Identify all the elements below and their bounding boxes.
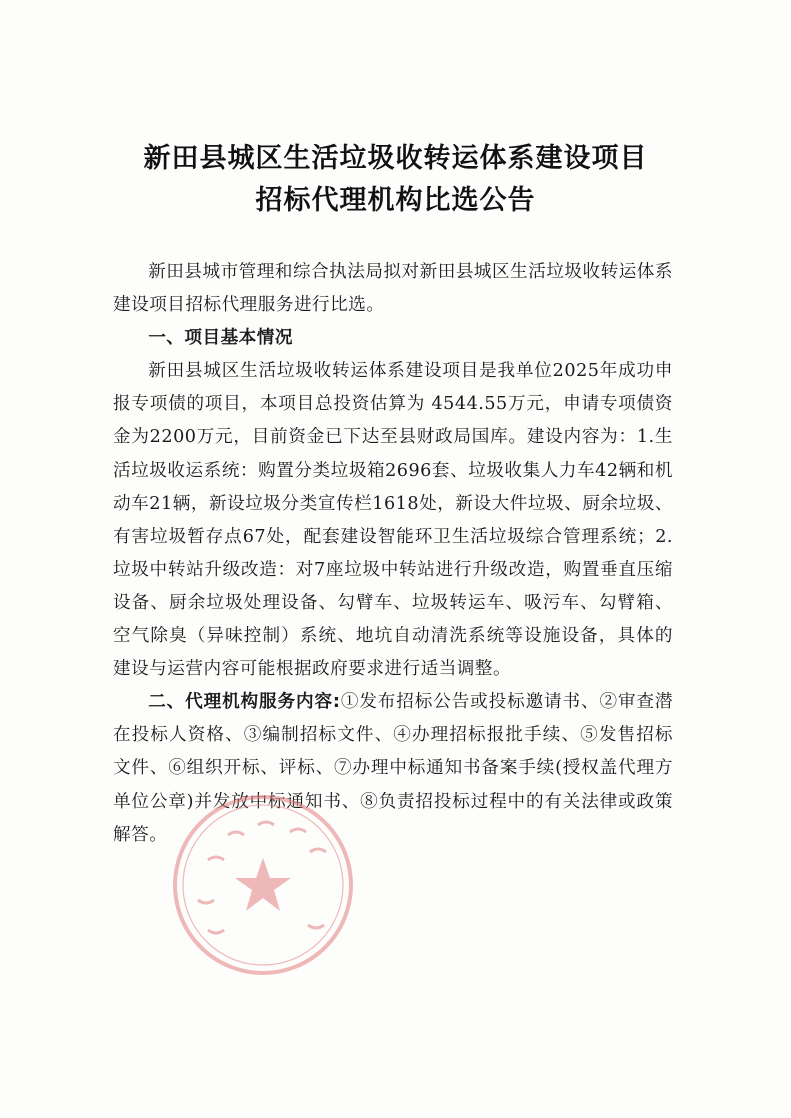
section2-paragraph bbox=[113, 686, 673, 851]
section2-heading: 二、代理机构服务内容: bbox=[148, 692, 341, 713]
intro-paragraph: 新田县城市管理和综合执法局拟对新田县城区生活垃圾收转运体系建设项目招标代理服务进行比选。 bbox=[113, 262, 673, 316]
document-title-line1: 新田县城区生活垃圾收转运体系建设项目 bbox=[143, 143, 648, 174]
section2-body: ①发布招标公告或投标邀请书、②审查潜在投标人资格、③编制招标文件、④办理招标报批手续、⑤发售招标文件、⑥组织开标、评标、⑦办理中标通知书备案手续(授权盖代理方单位公章)并发放中标通知书、⑧负责招投标过程中的有关法律或政策解答。 bbox=[113, 692, 673, 845]
section1-paragraph: 新田县城区生活垃圾收转运体系建设项目是我单位2025年成功申报专项债的项目，本项目总投资估算为 4544.55万元，申请专项债资金为2200万元，目前资金已下达至县财政局国库。建设内容为：1.生活垃圾收运系统：购置分类垃圾箱2696套、垃圾收集人力车42辆和机动车21辆，新设垃圾分类宣传栏1618处，新设大件垃圾、厨余垃圾、有害垃圾暂存点67处，配套建设智能环卫生活垃圾综合管理系统；2.垃圾中转站升级改造：对7座垃圾中转站进行升级改造，购置垂直压缩设备、厨余垃圾处理设备、勾臂车、垃圾转运车、吸污车、勾臂箱、空气除臭（异味控制）系统、地坑自动清洗系统等设施设备，具体的建设与运营内容可能根据政府要求进行适当调整。 bbox=[113, 361, 673, 680]
document-body bbox=[113, 256, 673, 852]
document-title-line2: 招标代理机构比选公告 bbox=[255, 185, 536, 216]
section1-heading: 一、项目基本情况 bbox=[148, 328, 293, 349]
